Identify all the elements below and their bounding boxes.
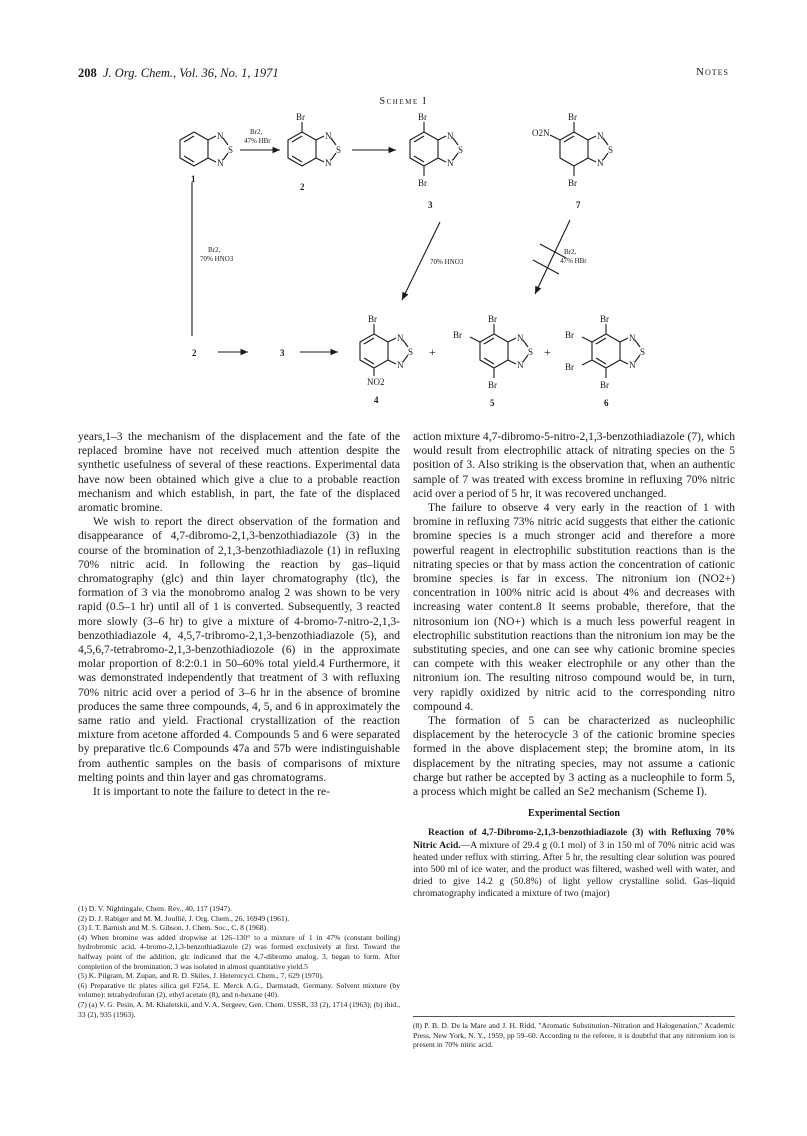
compound-number-2: 2: [192, 348, 197, 358]
footnotes-left: [78, 904, 400, 1019]
journal-citation: , Vol. 36, No. 1, 1971: [173, 66, 279, 80]
reaction-scheme: [140, 108, 660, 413]
atom-label-s: S: [640, 347, 646, 357]
body-paragraph: We wish to report the direct observation of the formation and disappearance of 4,7-dibromo-2,1,3-benzothiadiazole (3) in the course of the bromination of 2,1,3-benzothiadiazole (1) in refluxing 70% nitric acid. In following the reaction by gas–liquid chromatography (glc) and thin layer chromatography (tlc), the formation of 3 via the monobromo analog 2 was shown to be very rapid (0.5–1 hr) until all of 1 is converted. Subsequently, 3 reacted more slowly (3–6 hr) to give a mixture of 4-bromo-7-nitro-2,1,3-benzothiadiazole 4, 4,5,7-tribromo-2,1,3-benzothiadiazole (5), and 4,5,6,7-tetrabromo-2,1,3-benzothiadiozole (6) in the approximate molar proportion of 8:2:0.1 in 50–60% total yield.4 Furthermore, it was demonstrated independently that treatment of 3 with refluxing 70% nitric acid over a period of 3–6 hr in the absence of bromine produces the same three compounds, 4, 5, and 6 in approximately the same ratio and yield. Fractional crystallization of the reaction mixture from acetone afforded 4. Compounds 5 and 6 were separated by preparative tlc.6 Compounds 47a and 57b were indistinguishable from authentic samples on the basis of comparisons of mixture melting points and thin layer and gas chromatograms.: [78, 516, 400, 784]
compound-number-5: 5: [490, 398, 495, 408]
atom-label-br: Br: [600, 314, 609, 324]
reagent-label: 47% HBr: [244, 137, 271, 145]
compound-number-6: 6: [604, 398, 609, 408]
page-number: 208: [78, 66, 97, 80]
atom-label-n: N: [447, 158, 454, 168]
atom-label-n: N: [217, 158, 224, 168]
nitro-group-label: NO2: [367, 377, 385, 387]
reagent-label: 70% HNO3: [430, 258, 464, 266]
plus-sign: +: [544, 345, 551, 359]
atom-label-n: N: [325, 131, 332, 141]
experimental-heading: Reaction of 4,7-Dibromo-2,1,3-benzothiadiazole (3) with Refluxing 70% Nitric Acid.: [413, 827, 735, 851]
atom-label-s: S: [336, 145, 342, 155]
reagent-label: Br2,: [250, 128, 263, 136]
atom-label-n: N: [517, 333, 524, 343]
atom-label-n: N: [447, 131, 454, 141]
journal-name: J. Org. Chem.: [103, 66, 174, 80]
body-paragraph: years,1–3 the mechanism of the displacement and the fate of the replaced bromine have not received much attention despite the synthetic usefulness of several of these reactions. Experimental data have now been obtained which give a clue to a probable reaction mechanism and which establish, in part, the fate of the displaced aromatic bromine.: [78, 431, 400, 515]
atom-label-br: Br: [600, 380, 609, 390]
footnote: (1) D. V. Nightingale, Chem. Rev., 40, 117 (1947).: [78, 904, 232, 913]
reagent-label: Br2,: [208, 246, 221, 254]
atom-label-s: S: [228, 145, 234, 155]
atom-label-br: Br: [488, 314, 497, 324]
compound-number-3: 3: [280, 348, 285, 358]
body-paragraph: It is important to note the failure to detect in the re-: [93, 786, 330, 799]
atom-label-n: N: [397, 360, 404, 370]
atom-label-n: N: [325, 158, 332, 168]
atom-label-br: Br: [418, 178, 427, 188]
compound-number-7: 7: [576, 200, 581, 210]
reagent-label: Br2,: [564, 248, 577, 256]
nitro-group-label: O2N: [532, 128, 550, 138]
atom-label-n: N: [217, 131, 224, 141]
footnote: (7) (a) V. G. Pesin, A. M. Khaletskii, and V. A. Sergeev, Gen. Chem. USSR, 33 (2), 1714 (1963); (b) ibid., 33 (2), 935 (1963).: [78, 999, 400, 1019]
footnote: (2) D. J. Rabiger and M. M. Joullié, J. Org. Chem., 26, 16949 (1961).: [78, 913, 290, 923]
atom-label-br: Br: [368, 314, 377, 324]
atom-label-n: N: [629, 360, 636, 370]
compound-number-3: 3: [428, 200, 433, 210]
atom-label-n: N: [597, 131, 604, 141]
atom-label-n: N: [517, 360, 524, 370]
atom-label-s: S: [528, 347, 534, 357]
footnote: (3) I. T. Barnish and M. S. Gibson, J. Chem. Soc., C, 8 (1968).: [78, 923, 268, 933]
running-header: [78, 66, 279, 81]
body-paragraph: The failure to observe 4 very early in the reaction of 1 with bromine in refluxing 73% nitric acid suggests that either the cationic bromine species is a much stronger acid and therefore a more powerful reagent in electrophilic substitution reactions than is the nitrating species or that by mass action the concentration of cationic bromine species is far in excess. The nitronium ion (NO2+) concentration in 100% nitric acid is about 4% and decreases with increasing water content.8 It seems probable, therefore, that the nitrosonium ion (NO+) which is a much less powerful reagent in electrophilic substitution reactions than the nitronium ion may be the substituting species, and one can see why cationic bromine species can compete with this weaker electrophile or any other than the nitronium ion. The resulting nitroso compound would be, in turn, very rapidly oxidized by nitric acid to the corresponding nitro compound 4.: [413, 502, 735, 713]
compound-number-1: 1: [191, 174, 196, 184]
left-column: [78, 430, 400, 799]
compound-number-2: 2: [300, 182, 305, 192]
atom-label-n: N: [597, 158, 604, 168]
atom-label-br: Br: [565, 362, 574, 372]
body-paragraph: action mixture 4,7-dibromo-5-nitro-2,1,3-benzothiadiazole (7), which would result from electrophilic attack of nitrating species on the 5 position of 3. Also striking is the observation that, when an authentic sample of 7 was treated with excess bromine in refluxing 70% nitric acid over a period of 5 hr, it was recovered unchanged.: [413, 431, 735, 500]
experimental-paragraph: [413, 827, 735, 900]
footnote: (8) P. B. D. De la Mare and J. H. Ridd, "Aromatic Substitution–Nitration and Halogenation," Academic Press, New York, N. Y., 1959, pp 59–60. According to the referee, it is doubtful that any nitronium ion is present in 70% nitric acid.: [413, 1021, 735, 1050]
reagent-label: 47% HBr: [560, 257, 587, 265]
atom-label-br: Br: [488, 380, 497, 390]
atom-label-br: Br: [568, 112, 577, 122]
atom-label-n: N: [397, 333, 404, 343]
footnote: (4) When bromine was added dropwise at 126–130° to a mixture of 1 in 47% (constant boiling) hydrobromic acid, 4-bromo-2,1,3-benzothiadiazole (2) was formed exclusively at first. Toward the halfway point of the addition, glc indicated that the 4,7-dibromo analog, 3, began to form. After completion of the bromination, 3 was isolated in almost quantitative yield.5: [78, 932, 400, 971]
body-paragraph: The formation of 5 can be characterized as nucleophilic displacement by the heterocycle 3 of the cationic bromine species formed in the above displacement step; the bromine atom, in its displacement by the nitrating species, may not assume a cationic charge but rather be accepted by 3 acting as a nucleophile to form 5, a process which might be called an Se2 mechanism (Scheme I).: [413, 715, 735, 799]
atom-label-s: S: [458, 145, 464, 155]
footnote: (5) K. Pilgram, M. Zupan, and R. D. Skiles, J. Heterocycl. Chem., 7, 629 (1970).: [78, 971, 324, 981]
footnote: (6) Preparative tlc plates silica gel F254, E. Merck A.G., Darmstadt, Germany. Solvent mixture (by volume): tetrahydrofuran (2), ethyl acetate (8), and n-hexane (40).: [78, 980, 400, 1000]
atom-label-n: N: [629, 333, 636, 343]
right-column: [413, 430, 735, 900]
footnotes-right: [413, 1016, 735, 1050]
atom-label-br: Br: [568, 178, 577, 188]
compound-number-4: 4: [374, 395, 379, 405]
atom-label-s: S: [408, 347, 414, 357]
atom-label-br: Br: [453, 330, 462, 340]
plus-sign: +: [429, 345, 436, 359]
atom-label-br: Br: [418, 112, 427, 122]
atom-label-br: Br: [296, 112, 305, 122]
experimental-text: —A mixture of 29.4 g (0.1 mol) of 3 in 150 ml of 70% nitric acid was heated under reflux with stirring. After 5 hr, the resulting clear solution was poured into 500 ml of ice water, and the product was filtered, washed well with water, and dried to give 14.2 g (50.8%) of light yellow crystalline solid. Gas–liquid chromatography indicated a mixture of two (major): [413, 839, 735, 899]
experimental-section-title: Experimental Section: [528, 808, 620, 820]
section-label: Notes: [696, 66, 729, 78]
reagent-label: 70% HNO3: [200, 255, 234, 263]
atom-label-br: Br: [565, 330, 574, 340]
scheme-title: Scheme I: [379, 96, 428, 107]
atom-label-s: S: [608, 145, 614, 155]
